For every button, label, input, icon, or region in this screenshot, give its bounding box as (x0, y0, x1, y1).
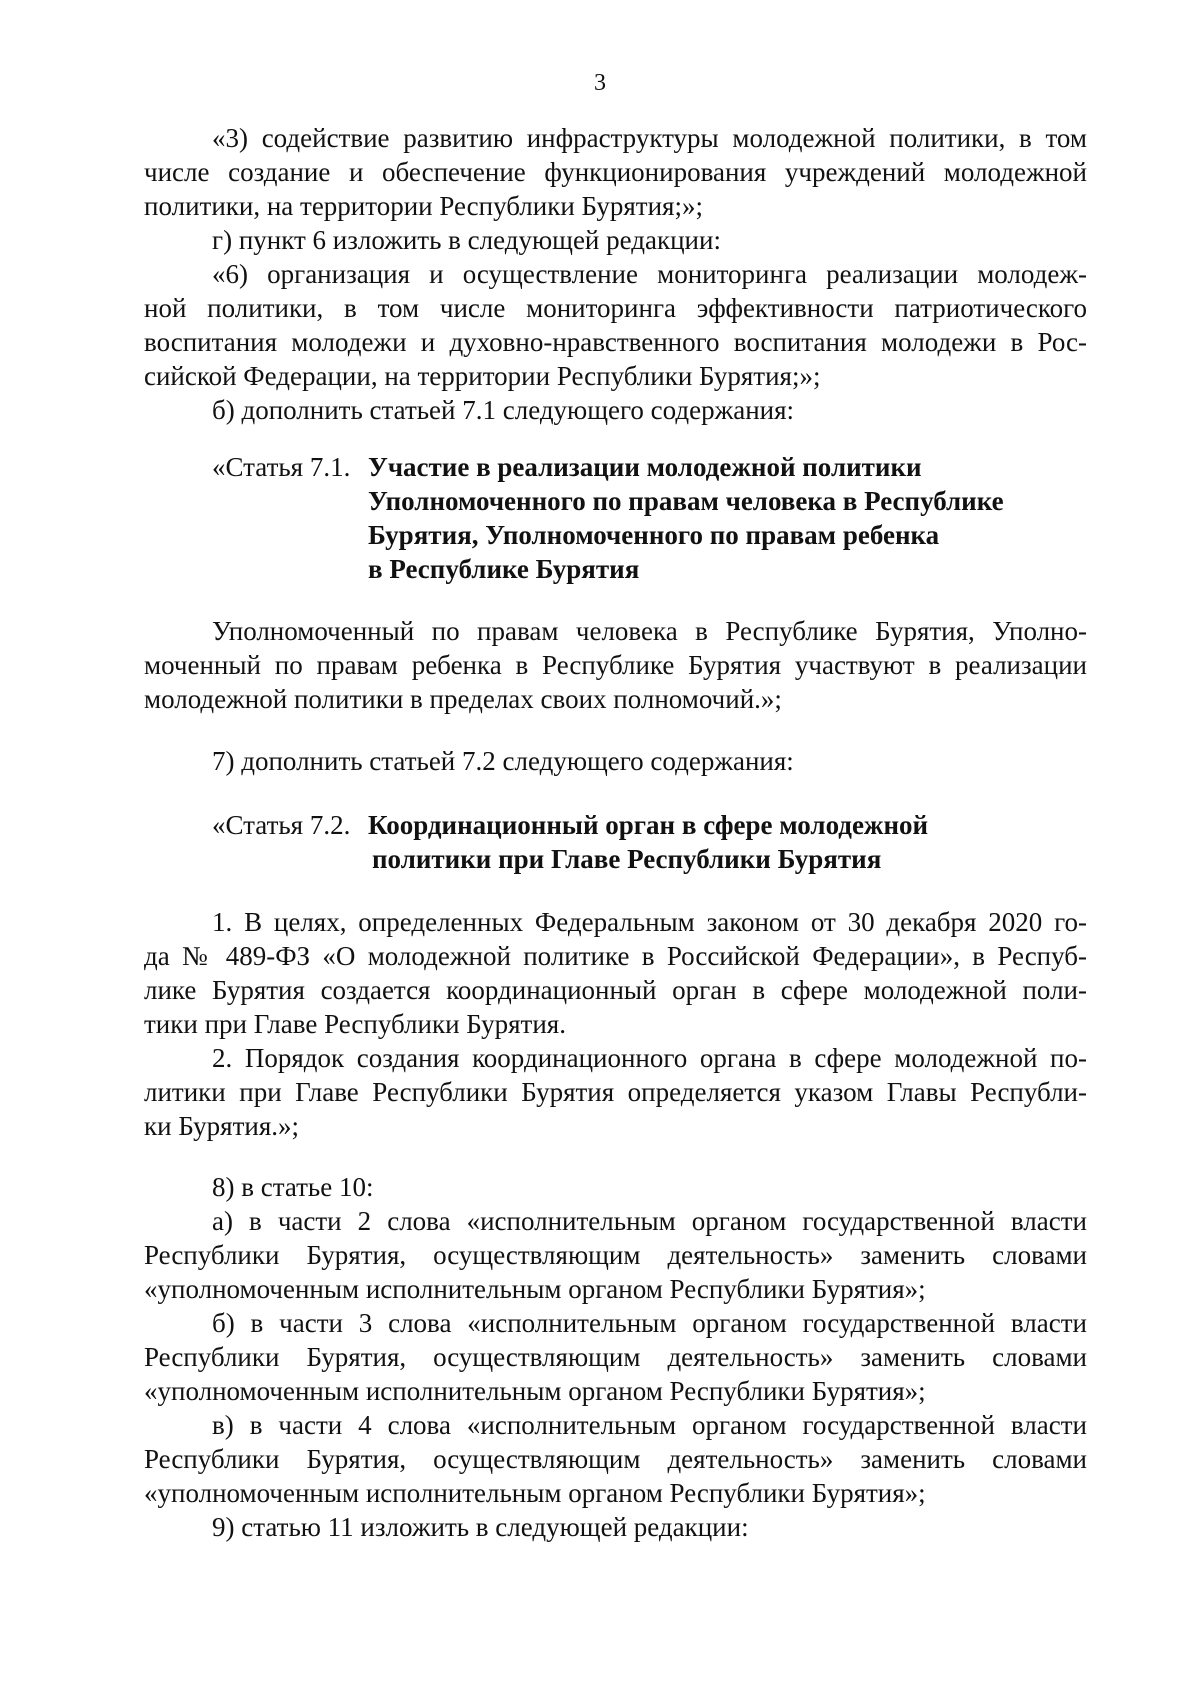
text-line: Республики Бурятия, осуществляющим деятельность» заменить словами (144, 1444, 1087, 1474)
text-line: в) в части 4 слова «исполнительным органом государственной власти (212, 1410, 1087, 1440)
text-line: молодежной политики в пределах своих полномочий.»; (144, 684, 782, 714)
text-line: тики при Главе Республики Бурятия. (144, 1009, 566, 1039)
text-line: «уполномоченным исполнительным органом Республики Бурятия»; (144, 1274, 926, 1304)
text-line: 7) дополнить статьей 7.2 следующего содержания: (212, 746, 794, 776)
text-line: 9) статью 11 изложить в следующей редакции: (212, 1512, 749, 1542)
article-title-line: Бурятия, Уполномоченного по правам ребенка (368, 520, 940, 550)
text-line: «уполномоченным исполнительным органом Республики Бурятия»; (144, 1376, 926, 1406)
text-line: ной политики, в том числе мониторинга эффективности патриотического (144, 293, 1087, 323)
article-prefix: «Статья 7.2. (212, 810, 351, 840)
text-line: сийской Федерации, на территории Республики Бурятия;»; (144, 361, 821, 391)
article-prefix: «Статья 7.1. (212, 452, 351, 482)
text-line: литики при Главе Республики Бурятия определяется указом Главы Республи- (144, 1077, 1087, 1107)
text-line: Республики Бурятия, осуществляющим деятельность» заменить словами (144, 1342, 1087, 1372)
text-line: 1. В целях, определенных Федеральным законом от 30 декабря 2020 го- (212, 907, 1087, 937)
text-line: г) пункт 6 изложить в следующей редакции: (212, 225, 721, 255)
text-line: Уполномоченный по правам человека в Республике Бурятия, Уполно- (212, 616, 1087, 646)
article-title-line: Участие в реализации молодежной политики (368, 452, 922, 482)
text-line: «6) организация и осуществление мониторинга реализации молодеж- (212, 259, 1087, 289)
text-line: а) в части 2 слова «исполнительным органом государственной власти (212, 1206, 1087, 1236)
text-line: политики, на территории Республики Бурятия;»; (144, 191, 703, 221)
text-line: «уполномоченным исполнительным органом Республики Бурятия»; (144, 1478, 926, 1508)
text-line: Республики Бурятия, осуществляющим деятельность» заменить словами (144, 1240, 1087, 1270)
text-line: 2. Порядок создания координационного органа в сфере молодежной по- (212, 1043, 1087, 1073)
text-line: моченный по правам ребенка в Республике Бурятия участвуют в реализации (144, 650, 1087, 680)
text-line: 8) в статье 10: (212, 1172, 374, 1202)
text-line: б) в части 3 слова «исполнительным органом государственной власти (212, 1308, 1087, 1338)
text-line: ки Бурятия.»; (144, 1111, 299, 1141)
text-line: лике Бурятия создается координационный орган в сфере молодежной поли- (144, 975, 1087, 1005)
article-title-line: Координационный орган в сфере молодежной (368, 810, 929, 840)
article-title-line: политики при Главе Республики Бурятия (372, 844, 882, 874)
article-title-line: в Республике Бурятия (368, 554, 640, 584)
page-number: 3 (594, 70, 606, 96)
text-line: да № 489-ФЗ «О молодежной политике в Российской Федерации», в Респуб- (144, 941, 1087, 971)
article-title-line: Уполномоченного по правам человека в Республике (368, 486, 1004, 516)
text-line: б) дополнить статьей 7.1 следующего содержания: (212, 395, 795, 425)
text-line: числе создание и обеспечение функционирования учреждений молодежной (144, 157, 1087, 187)
text-line: воспитания молодежи и духовно-нравственного воспитания молодежи в Рос- (144, 327, 1087, 357)
text-line: «3) содействие развитию инфраструктуры молодежной политики, в том (212, 123, 1087, 153)
